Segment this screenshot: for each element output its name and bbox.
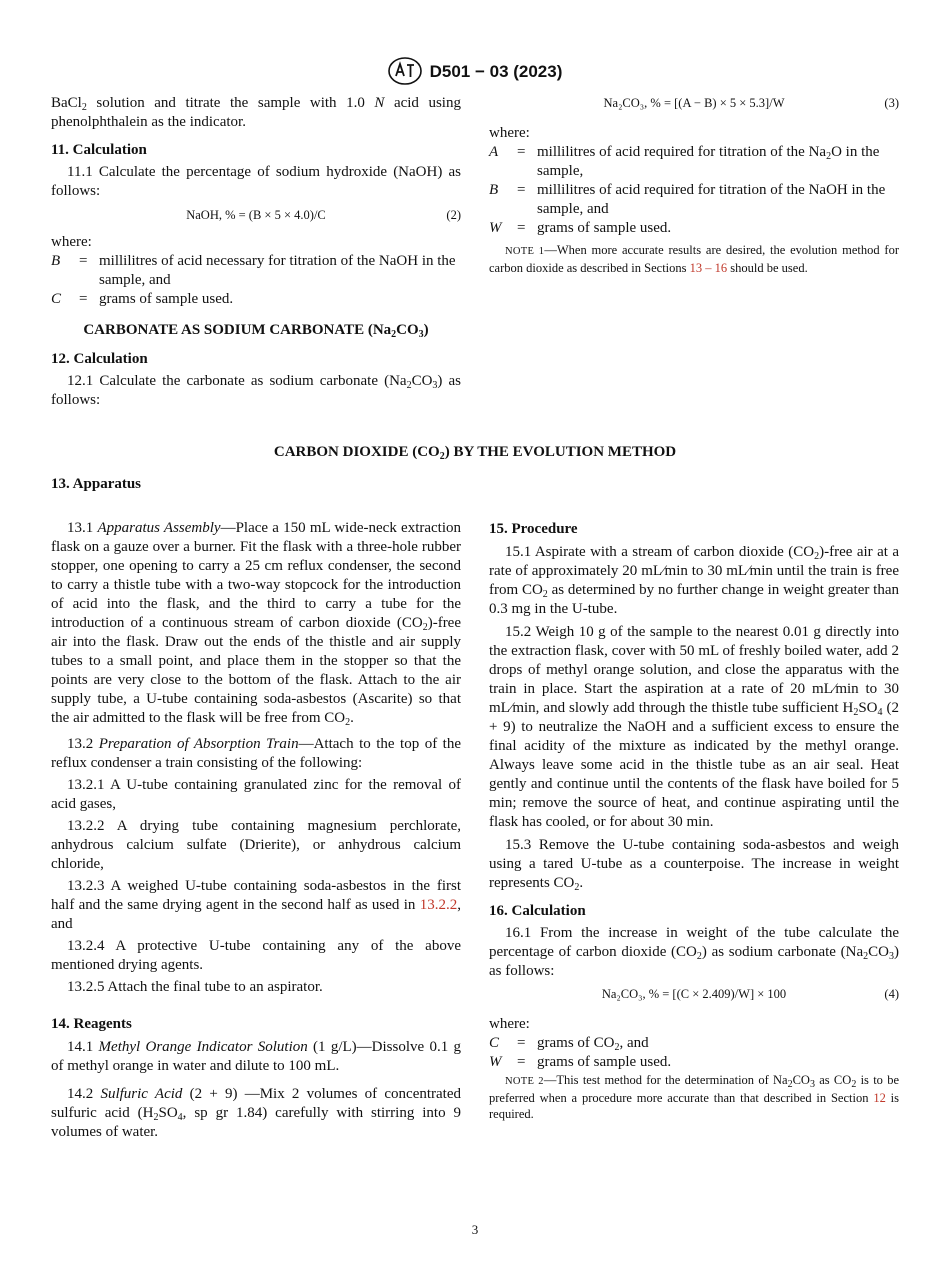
note-2: NOTE 2—This test method for the determination of $Na_2CO_3$ as $CO_2$ is to be preferred when a procedure more accurate than that described in Section 12 is required. <box>489 1073 900 1121</box>
section-12-heading: 12. Calculation <box>51 351 148 367</box>
definition-W: W = grams of sample used. <box>489 1054 672 1070</box>
document-designation: D501 − 03 (2023) <box>429 61 563 81</box>
link-13-2-2[interactable]: 13.2.2 <box>419 897 458 913</box>
right-column-top <box>489 94 899 276</box>
equation-3-formula: Na₂CO₃, % = [(A − B) × 5 × 5.3]/W <box>603 96 785 110</box>
where-label: where: <box>51 234 92 250</box>
paragraph-14-1: 14.1 Methyl Orange Indicator Solution (1 g/L)—Dissolve 0.1 g of methyl orange in water and dilute to 100 mL. <box>51 1039 461 1074</box>
section-14-heading: 14. Reagents <box>51 1016 132 1032</box>
equation-2-number: (2) <box>446 208 461 222</box>
where-label: where: <box>489 125 530 141</box>
section-13-heading: 13. Apparatus <box>51 476 142 492</box>
paragraph-13-2-4: 13.2.4 A protective U-tube containing any of the above mentioned drying agents. <box>51 938 461 973</box>
paragraph-15-3: 15.3 Remove the U-tube containing soda-asbestos and weigh using a tared U-tube as a counterpoise. The increase in weight represents $CO_2$. <box>489 837 899 893</box>
paragraph-13-2-1: 13.2.1 A U-tube containing granulated zinc for the removal of acid gases, <box>51 777 461 812</box>
paragraph-15-2: 15.2 Weigh 10 g of the sample to the nearest 0.01 g directly into the extraction flask, cover with 50 mL of freshly boiled water, add 2 drops of methyl orange solution, and close the apparatus with the train in place. Start the aspiration at a rate of 20 mL⁄min to 30 mL⁄min, and slowly add through the thistle tube sufficient $H_2SO_4$ (2 + 9) to neutralize the NaOH and a sufficient excess to ensure the final acidity of the mixture as indicated by the methyl orange. Always leave some acid in the thistle tube as an air seal. Heat gently and continue until the contents of the flask have boiled for 5 min; remove the source of heat, and continue aspirating until the flask has cooled, or for about 30 min. <box>489 624 899 830</box>
paragraph-14-2: 14.2 Sulfuric Acid (2 + 9) —Mix 2 volumes of concentrated sulfuric acid ($H_2SO_4$, sp gr 1.84) carefully with stirring into 9 volumes of water. <box>51 1086 462 1140</box>
link-sections-13-16[interactable]: 13 – 16 <box>689 261 728 275</box>
section-11-heading: 11. Calculation <box>51 142 147 158</box>
left-column-top <box>51 94 461 410</box>
paragraph-16-1: 16.1 From the increase in weight of the tube calculate the percentage of carbon dioxide $(CO_2)$ as sodium carbonate $(Na_2CO_3)$ as follows: <box>489 925 899 979</box>
definition-W: W = grams of sample used. <box>489 220 672 236</box>
where-label: where: <box>489 1016 530 1032</box>
equation-4-number: (4) <box>884 987 899 1001</box>
equation-3-number: (3) <box>884 96 899 110</box>
paragraph-15-1: 15.1 Aspirate with a stream of carbon dioxide $(CO_2)$-free air at a rate of approximately 20 mL⁄min to 30 mL⁄min until the train is free from $CO_2$ as determined by no further change in weight greater than 0.3 mg in the U-tube. <box>489 544 899 617</box>
definition-B: B = millilitres of acid necessary for titration of the NaOH in the sample, and <box>51 253 456 288</box>
right-column-bottom <box>489 520 899 1122</box>
section-16-heading: 16. Calculation <box>489 903 586 919</box>
equation-4 <box>489 985 899 1005</box>
paragraph-13-1: 13.1 Apparatus Assembly—Place a 150 mL wide-neck extraction flask on a gauze over a burner. Fit the flask with a three-hole rubber stopper, one opening to carry a 25 cm reflux condenser, the second to carry a thistle tube with a two-way stopcock for the introduction of acid into the flask, and the third to carry a tube for the introduction of a continuous stream of carbon dioxide $(CO_2)$-free air into the flask. Draw out the ends of the thistle and air supply tubes to a small point, and place them in the stopper so that the points are very close to the bottom of the flask. Attach to the air supply tube, a U-tube containing soda-asbestos (Ascarite) so that the air admitted to the flask will be free from $CO_2$. <box>51 520 462 728</box>
paragraph-12-1: 12.1 Calculate the carbonate as sodium carbonate $(Na_2CO_3)$ as follows: <box>51 373 461 408</box>
paragraph-13-2-5: 13.2.5 Attach the final tube to an aspirator. <box>67 979 323 995</box>
definition-B: B = millilitres of acid required for titration of the NaOH in the sample, and <box>489 182 886 217</box>
evolution-method-heading: CARBON DIOXIDE $(CO_2)$ BY THE EVOLUTION METHOD <box>273 444 677 462</box>
page-header <box>0 56 950 92</box>
continued-paragraph: BaCl$_2$ solution and titrate the sample with 1.0 N acid using phenolphthalein as the indicator. <box>51 95 461 130</box>
definition-A: A = millilitres of acid required for titration of the $Na_2O$ in the sample, <box>489 144 880 179</box>
paragraph-13-2-2: 13.2.2 A drying tube containing magnesium perchlorate, anhydrous calcium sulfate (Drierite), or anhydrous calcium chloride, <box>51 818 461 872</box>
paragraph-13-2: 13.2 Preparation of Absorption Train—Attach to the top of the reflux condenser a train consisting of the following: <box>51 736 462 771</box>
equation-3 <box>489 94 899 114</box>
paragraph-13-2-3: 13.2.3 A weighed U-tube containing soda-asbestos in the first half and the same drying agent in the second half as used in 13.2.2, and <box>51 878 461 932</box>
note-1: NOTE 1—When more accurate results are desired, the evolution method for carbon dioxide as described in Sections 13 – 16 should be used. <box>489 243 899 275</box>
definition-C: C = grams of $CO_2$, and <box>489 1035 649 1053</box>
left-column-bottom <box>51 519 461 1142</box>
astm-logo-icon <box>388 56 422 86</box>
section-15-heading: 15. Procedure <box>489 521 578 537</box>
definition-C: C = grams of sample used. <box>51 291 234 307</box>
equation-4-formula: Na₂CO₃, % = [(C × 2.409)/W] × 100 <box>601 987 787 1001</box>
link-section-12[interactable]: 12 <box>873 1091 886 1105</box>
paragraph-11-1: 11.1 Calculate the percentage of sodium hydroxide (NaOH) as follows: <box>51 164 461 199</box>
equation-2-formula: NaOH, % = (B × 5 × 4.0)/C <box>186 208 326 222</box>
equation-2 <box>51 206 461 226</box>
page-number: 3 <box>471 1222 479 1237</box>
carbonate-heading: CARBONATE AS SODIUM CARBONATE $(Na_2CO_3)$ <box>83 322 429 340</box>
